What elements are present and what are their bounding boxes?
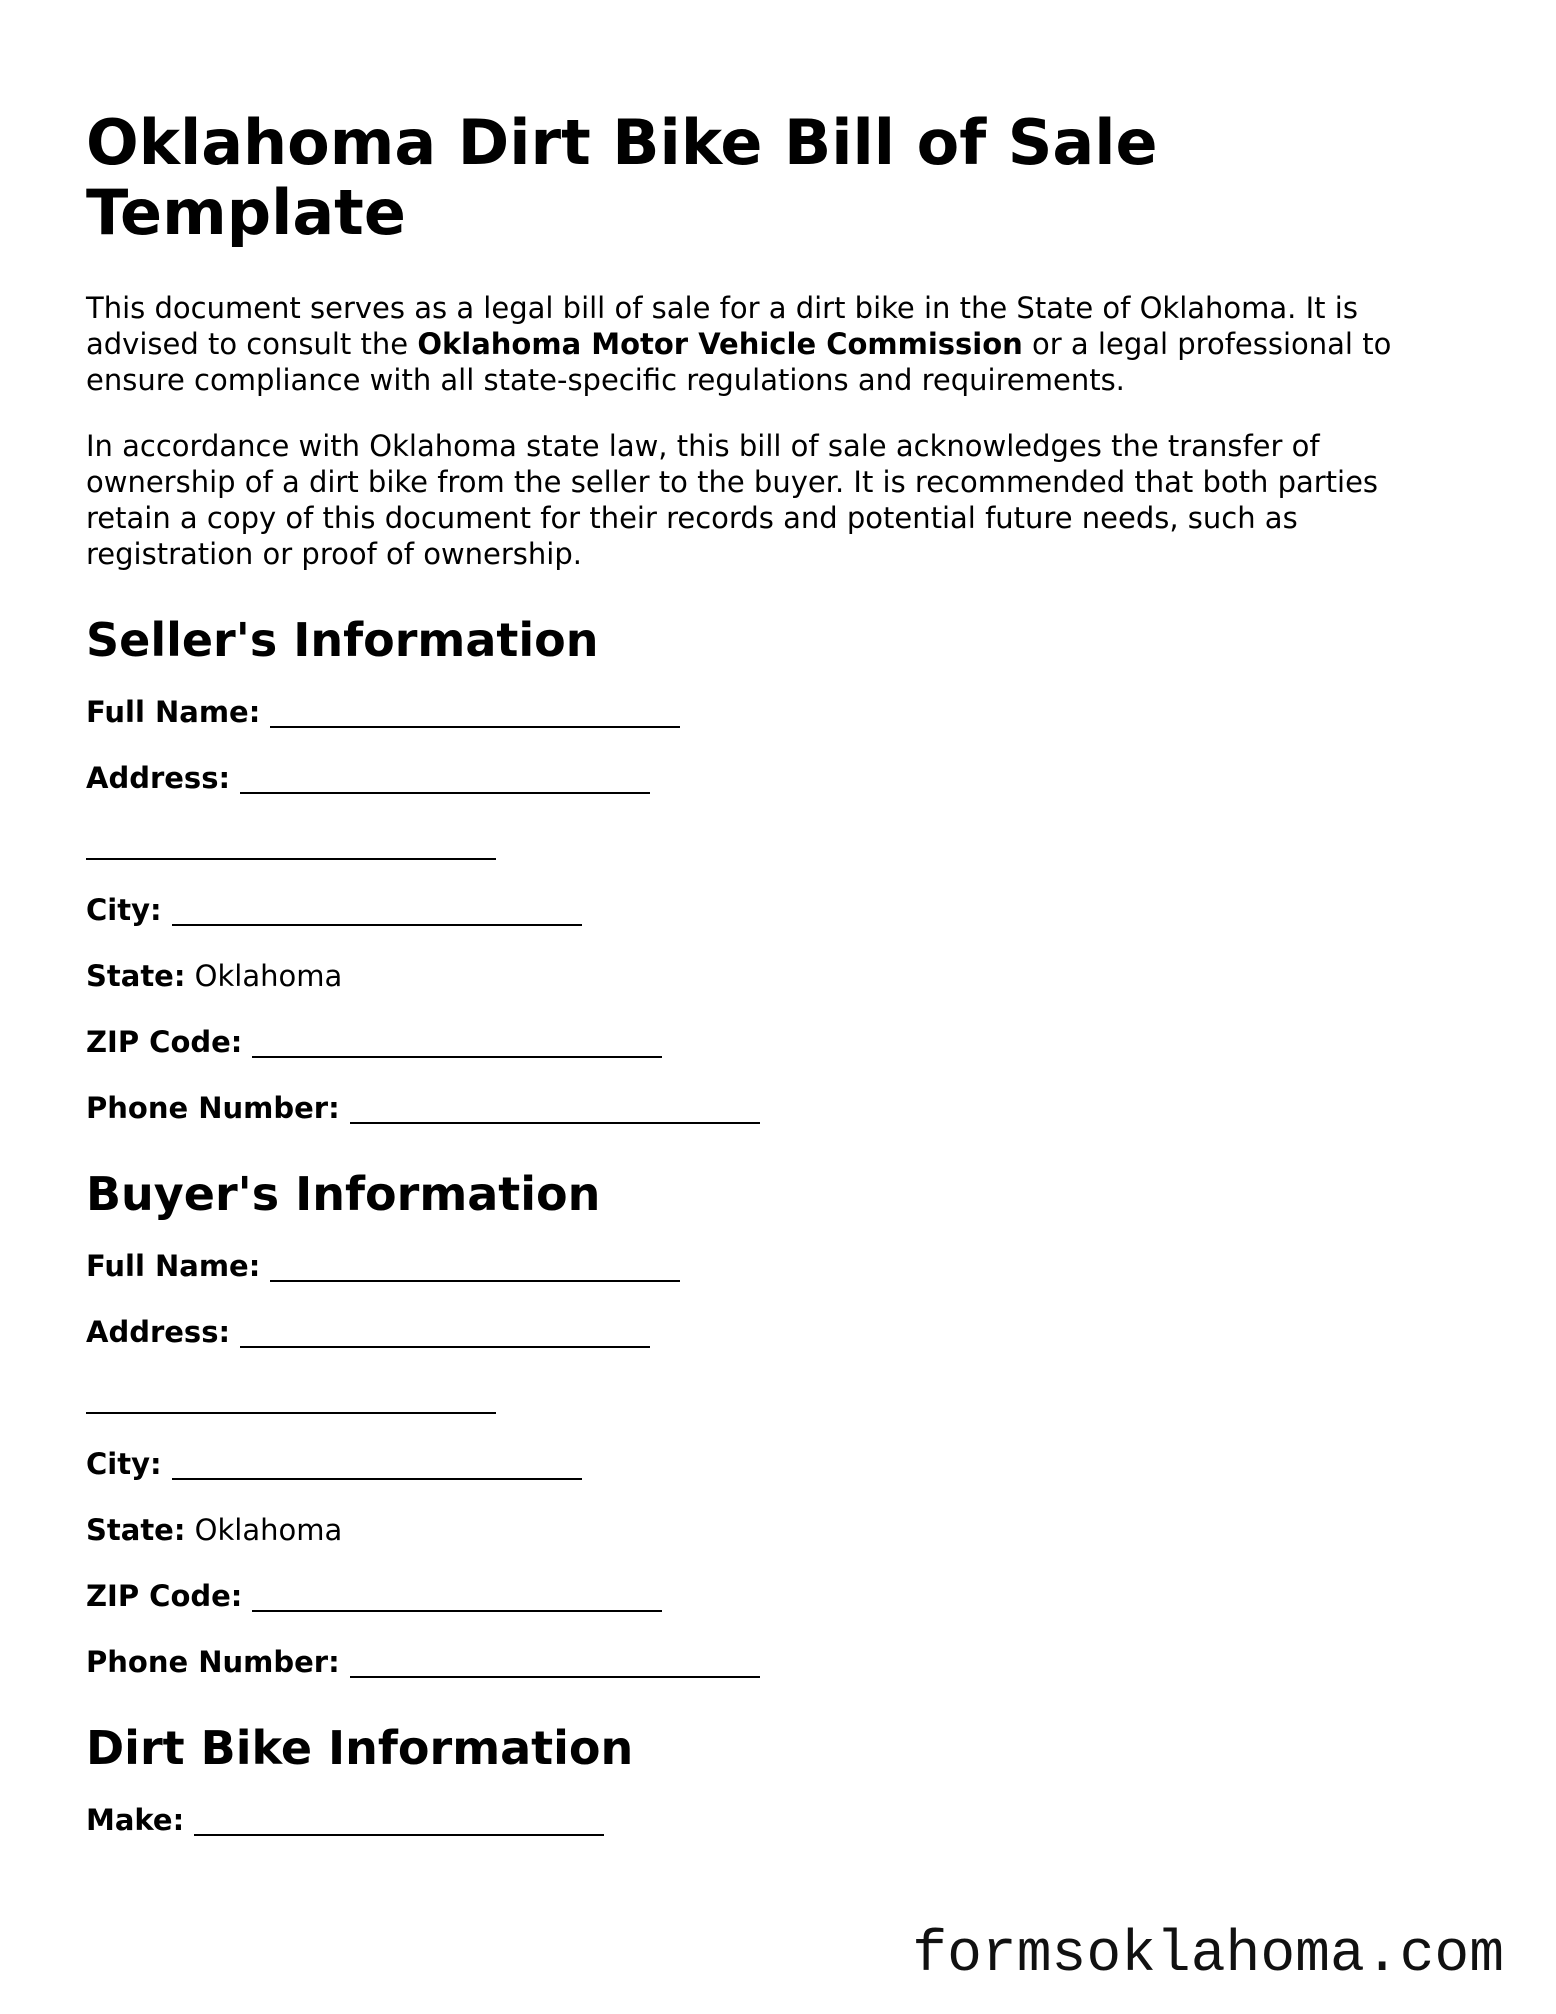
buyer-address-label: Address: — [86, 1315, 231, 1349]
seller-full-name-label: Full Name: — [86, 695, 261, 729]
seller-full-name-blank[interactable] — [270, 726, 680, 728]
seller-city-label: City: — [86, 893, 162, 927]
buyer-heading: Buyer's Information — [86, 1167, 601, 1221]
seller-city-blank[interactable] — [172, 924, 582, 926]
buyer-zip-field — [86, 1578, 1466, 1614]
intro-paragraph-1: This document serves as a legal bill of sale for a dirt bike in the State of Oklahoma. It is advised to consult the Oklahoma Motor Vehicle Commission or a legal professional to ensure compliance with all state-specific regulations and requirements. — [86, 291, 1392, 397]
page-title: Oklahoma Dirt Bike Bill of Sale Template — [86, 106, 1158, 249]
buyer-state-value: Oklahoma — [194, 1513, 343, 1547]
seller-phone-field — [86, 1090, 1466, 1126]
seller-zip-blank[interactable] — [252, 1056, 662, 1058]
bike-make-field — [86, 1802, 1466, 1838]
buyer-zip-blank[interactable] — [252, 1610, 662, 1612]
commission-name: Oklahoma Motor Vehicle Commission — [417, 327, 1023, 361]
seller-state-field — [86, 958, 1466, 994]
seller-state-value: Oklahoma — [194, 959, 343, 993]
buyer-address-blank[interactable] — [240, 1346, 650, 1348]
seller-address-label: Address: — [86, 761, 231, 795]
seller-address-line-2 — [86, 826, 1466, 862]
buyer-city-label: City: — [86, 1447, 162, 1481]
buyer-city-blank[interactable] — [172, 1478, 582, 1480]
buyer-zip-label: ZIP Code: — [86, 1579, 243, 1613]
buyer-full-name-label: Full Name: — [86, 1249, 261, 1283]
seller-address-blank[interactable] — [240, 792, 650, 794]
seller-full-name-field — [86, 694, 1466, 730]
seller-city-field — [86, 892, 1466, 928]
buyer-phone-blank[interactable] — [350, 1676, 760, 1678]
seller-zip-label: ZIP Code: — [86, 1025, 243, 1059]
buyer-city-field — [86, 1446, 1466, 1482]
bike-heading: Dirt Bike Information — [86, 1721, 634, 1775]
buyer-address-field — [86, 1314, 1466, 1350]
seller-address-line-2-blank[interactable] — [86, 858, 496, 860]
document-page — [86, 108, 1466, 1868]
buyer-state-label: State: — [86, 1513, 186, 1547]
seller-zip-field — [86, 1024, 1466, 1060]
intro-paragraph-2: In accordance with Oklahoma state law, this bill of sale acknowledges the transfer of ownership of a dirt bike from the seller to the buyer. It is recommended that both parties retain a copy of this document for their records and potential future needs, such as registration or proof of ownership. — [86, 429, 1379, 571]
seller-phone-blank[interactable] — [350, 1122, 760, 1124]
buyer-address-line-2 — [86, 1380, 1466, 1416]
buyer-state-field — [86, 1512, 1466, 1548]
seller-state-label: State: — [86, 959, 186, 993]
bike-make-blank[interactable] — [194, 1834, 604, 1836]
buyer-phone-field — [86, 1644, 1466, 1680]
bike-make-label: Make: — [86, 1803, 185, 1837]
seller-phone-label: Phone Number: — [86, 1091, 340, 1125]
seller-heading: Seller's Information — [86, 613, 599, 667]
buyer-full-name-field — [86, 1248, 1466, 1284]
buyer-address-line-2-blank[interactable] — [86, 1412, 496, 1414]
buyer-full-name-blank[interactable] — [270, 1280, 680, 1282]
site-watermark: formsoklahoma.com — [912, 1923, 1504, 1988]
buyer-phone-label: Phone Number: — [86, 1645, 340, 1679]
seller-address-field — [86, 760, 1466, 796]
